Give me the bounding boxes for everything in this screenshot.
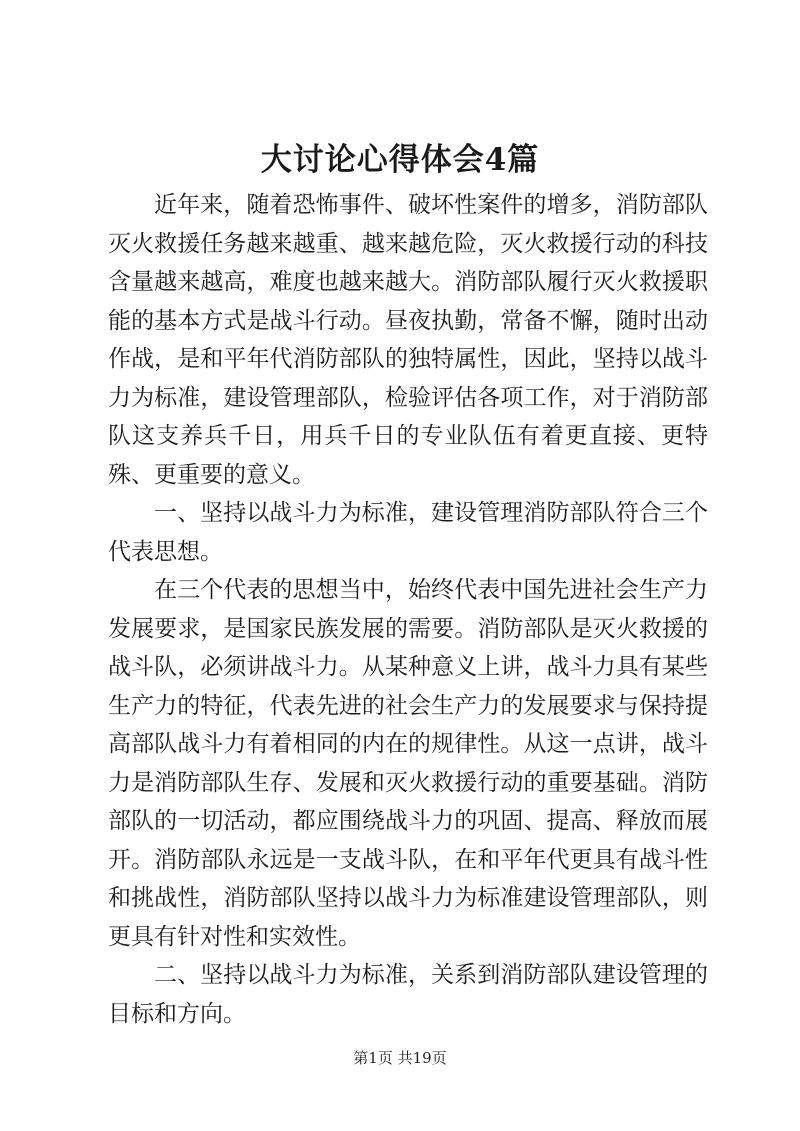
page-number-footer: 第1页 共19页 <box>353 1049 447 1067</box>
section-heading-2: 二、坚持以战斗力为标准，关系到消防部队建设管理的目标和方向。 <box>108 962 708 1027</box>
document-body <box>108 186 708 1033</box>
page-title: 大讨论心得体会4篇 <box>260 142 540 178</box>
paragraph: 近年来，随着恐怖事件、破坏性案件的增多，消防部队灭火救援任务越来越重、越来越危险，灭火救援行动的科技含量越来越高，难度也越来越大。消防部队履行灭火救援职能的基本方式是战斗行动。昼夜执勤，常备不懈，随时出动作战，是和平年代消防部队的独特属性，因此，坚持以战斗力为标准，建设管理部队，检验评估各项工作，对于消防部队这支养兵千日，用兵千日的专业队伍有着更直接、更特殊、更重要的意义。 <box>108 192 708 488</box>
section-heading-1: 一、坚持以战斗力为标准，建设管理消防部队符合三个代表思想。 <box>108 500 708 565</box>
paragraph: 在三个代表的思想当中，始终代表中国先进社会生产力发展要求，是国家民族发展的需要。消防部队是灭火救援的战斗队，必须讲战斗力。从某种意义上讲，战斗力具有某些生产力的特征，代表先进的社会生产力的发展要求与保持提高部队战斗力有着相同的内在的规律性。从这一点讲，战斗力是消防部队生存、发展和灭火救援行动的重要基础。消防部队的一切活动，都应围绕战斗力的巩固、提高、释放而展开。消防部队永远是一支战斗队，在和平年代更具有战斗性和挑战性，消防部队坚持以战斗力为标准建设管理部队，则更具有针对性和实效性。 <box>108 577 708 950</box>
